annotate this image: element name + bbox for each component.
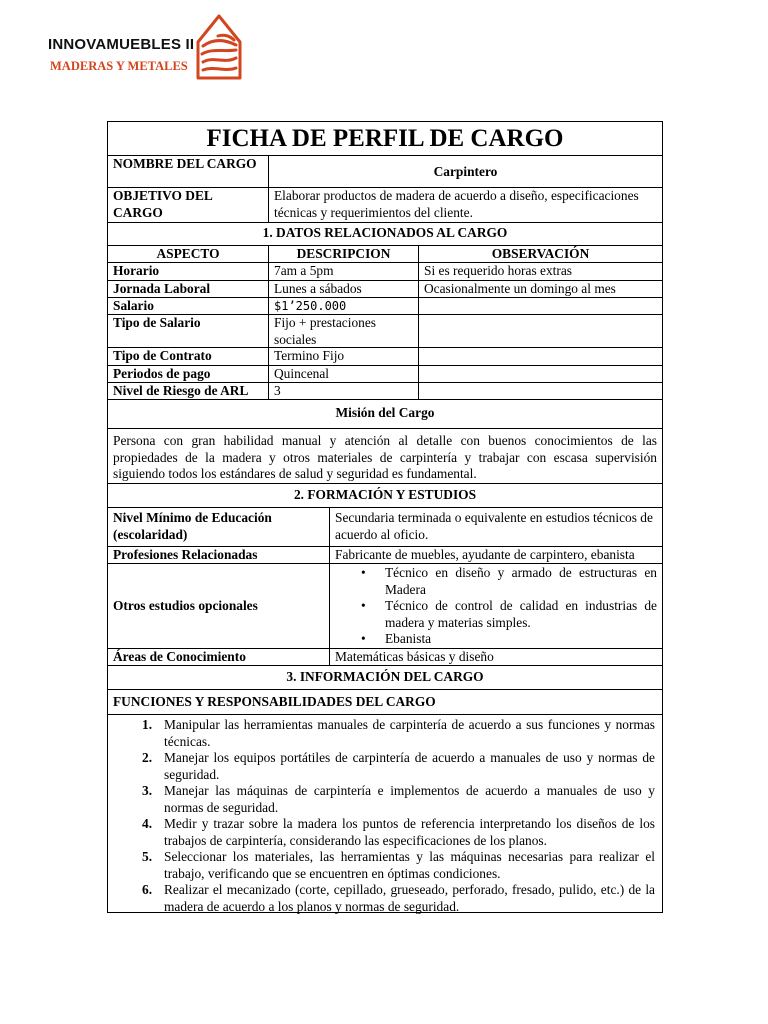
house-wood-logo-icon bbox=[194, 12, 244, 82]
educacion-row bbox=[108, 507, 662, 546]
list-item: • Técnico de control de calidad en industrias de madera y materias simples. bbox=[339, 598, 657, 631]
row-descripcion: 3 bbox=[268, 383, 418, 399]
item-text: Manejar las máquinas de carpintería e implementos de acuerdo a manuales de uso y normas de seguridad. bbox=[164, 783, 655, 815]
list-item: • Ebanista bbox=[339, 631, 657, 648]
otros-label-text: Otros estudios opcionales bbox=[113, 597, 258, 613]
objetivo-value: Elaborar productos de madera de acuerdo a diseño, especificaciones técnicas y requerimientos del cliente. bbox=[268, 188, 662, 222]
funciones-title-row bbox=[108, 689, 662, 714]
list-item bbox=[117, 882, 655, 915]
list-item bbox=[117, 849, 655, 882]
header-descripcion: DESCRIPCION bbox=[268, 246, 418, 262]
row-observacion bbox=[418, 383, 662, 399]
table-row bbox=[108, 314, 662, 347]
mision-text: Persona con gran habilidad manual y atención al detalle con buenos conocimientos de las propiedades de la madera y otros materiales de carpintería y trabajar con escasa supervisión siguiendo todos los estándares de salud y seguridad es fundamental. bbox=[113, 433, 657, 481]
document-title: FICHA DE PERFIL DE CARGO bbox=[206, 125, 564, 152]
row-observacion bbox=[418, 366, 662, 382]
row-observacion bbox=[418, 298, 662, 314]
cargo-profile-table bbox=[107, 121, 663, 913]
row-descripcion: Lunes a sábados bbox=[268, 281, 418, 297]
list-item: • Técnico en diseño y armado de estructuras en Madera bbox=[339, 565, 657, 598]
row-aspecto: Jornada Laboral bbox=[113, 281, 211, 296]
row-aspecto: Salario bbox=[113, 298, 154, 313]
item-text: Seleccionar los materiales, las herramientas y las máquinas necesarias para realizar el trabajo, verificando que se encuentren en óptimas condiciones. bbox=[164, 849, 655, 881]
item-text: Medir y trazar sobre la madera los puntos de referencia interpretando los diseños de los trabajos de carpintería, considerando las especificaciones de los planos. bbox=[164, 816, 655, 848]
row-descripcion: 7am a 5pm bbox=[268, 263, 418, 280]
profesiones-value: Fabricante de muebles, ayudante de carpintero, ebanista bbox=[329, 547, 662, 563]
list-item bbox=[117, 816, 655, 849]
section2-title: 2. FORMACIÓN Y ESTUDIOS bbox=[293, 487, 477, 502]
item-text: Manejar los equipos portátiles de carpintería de acuerdo a manuales de uso y normas de seguridad. bbox=[164, 750, 655, 782]
funciones-title: FUNCIONES Y RESPONSABILIDADES DEL CARGO bbox=[113, 694, 436, 709]
otros-list bbox=[335, 565, 657, 648]
list-item bbox=[117, 717, 655, 750]
areas-value: Matemáticas básicas y diseño bbox=[329, 649, 662, 665]
title-row bbox=[108, 122, 662, 155]
row-descripcion: Termino Fijo bbox=[268, 348, 418, 365]
list-item bbox=[117, 783, 655, 816]
company-header bbox=[46, 12, 266, 82]
educacion-value: Secundaria terminada o equivalente en estudios técnicos de acuerdo al oficio. bbox=[329, 508, 662, 546]
nombre-row bbox=[108, 155, 662, 187]
table-row bbox=[108, 347, 662, 365]
item-text: Realizar el mecanizado (corte, cepillado, grueseado, perforado, fresado, pulido, etc.) de la madera de acuerdo a los planos y normas de seguridad. bbox=[164, 882, 655, 914]
table-row bbox=[108, 262, 662, 280]
objetivo-label: OBJETIVO DEL CARGO bbox=[113, 188, 213, 220]
row-aspecto: Nivel de Riesgo de ARL bbox=[113, 383, 249, 398]
row-aspecto: Tipo de Contrato bbox=[113, 348, 212, 363]
section2-title-row bbox=[108, 483, 662, 507]
mision-title-row bbox=[108, 399, 662, 428]
otros-list-cell bbox=[329, 564, 662, 648]
table-row bbox=[108, 365, 662, 382]
row-descripcion: Fijo + prestaciones sociales bbox=[268, 315, 418, 347]
nombre-label: NOMBRE DEL CARGO bbox=[113, 156, 257, 171]
row-observacion bbox=[418, 348, 662, 365]
row-aspecto: Periodos de pago bbox=[113, 366, 211, 381]
profesiones-row bbox=[108, 546, 662, 563]
row-aspecto: Tipo de Salario bbox=[113, 315, 201, 330]
aspect-header-row bbox=[108, 245, 662, 262]
section3-title-row bbox=[108, 665, 662, 689]
otros-label bbox=[108, 564, 329, 648]
areas-label: Áreas de Conocimiento bbox=[113, 649, 246, 664]
row-descripcion: Quincenal bbox=[268, 366, 418, 382]
company-name: INNOVAMUEBLES II bbox=[48, 36, 195, 53]
row-aspecto: Horario bbox=[113, 263, 160, 278]
header-aspecto: ASPECTO bbox=[156, 246, 220, 261]
section1-title: 1. DATOS RELACIONADOS AL CARGO bbox=[262, 225, 508, 240]
nombre-value: Carpintero bbox=[268, 156, 662, 187]
item-number: 5. bbox=[142, 849, 153, 864]
item-number: 4. bbox=[142, 816, 153, 831]
item-number: 3. bbox=[142, 783, 153, 798]
list-item bbox=[117, 750, 655, 783]
mision-title: Misión del Cargo bbox=[335, 405, 435, 420]
educacion-label: Nivel Mínimo de Educación (escolaridad) bbox=[113, 510, 272, 542]
section1-title-row bbox=[108, 222, 662, 245]
funciones-list bbox=[113, 717, 657, 915]
objetivo-row bbox=[108, 187, 662, 222]
row-observacion: Si es requerido horas extras bbox=[418, 263, 662, 280]
row-descripcion: $1’250.000 bbox=[268, 298, 418, 314]
item-number: 6. bbox=[142, 882, 153, 897]
mision-text-row bbox=[108, 428, 662, 483]
profesiones-label: Profesiones Relacionadas bbox=[113, 547, 258, 562]
item-number: 2. bbox=[142, 750, 153, 765]
section3-title: 3. INFORMACIÓN DEL CARGO bbox=[286, 669, 484, 684]
table-row bbox=[108, 297, 662, 314]
item-text: Manipular las herramientas manuales de carpintería de acuerdo a sus funciones y normas técnicas. bbox=[164, 717, 655, 749]
areas-row bbox=[108, 648, 662, 665]
funciones-list-row bbox=[108, 714, 662, 912]
header-observacion: OBSERVACIÓN bbox=[418, 246, 662, 262]
item-number: 1. bbox=[142, 717, 153, 732]
row-observacion: Ocasionalmente un domingo al mes bbox=[418, 281, 662, 297]
table-row bbox=[108, 382, 662, 399]
row-observacion bbox=[418, 315, 662, 347]
table-row bbox=[108, 280, 662, 297]
otros-row bbox=[108, 563, 662, 648]
funciones-list-cell bbox=[108, 715, 662, 912]
company-tagline: MADERAS Y METALES bbox=[50, 59, 188, 73]
